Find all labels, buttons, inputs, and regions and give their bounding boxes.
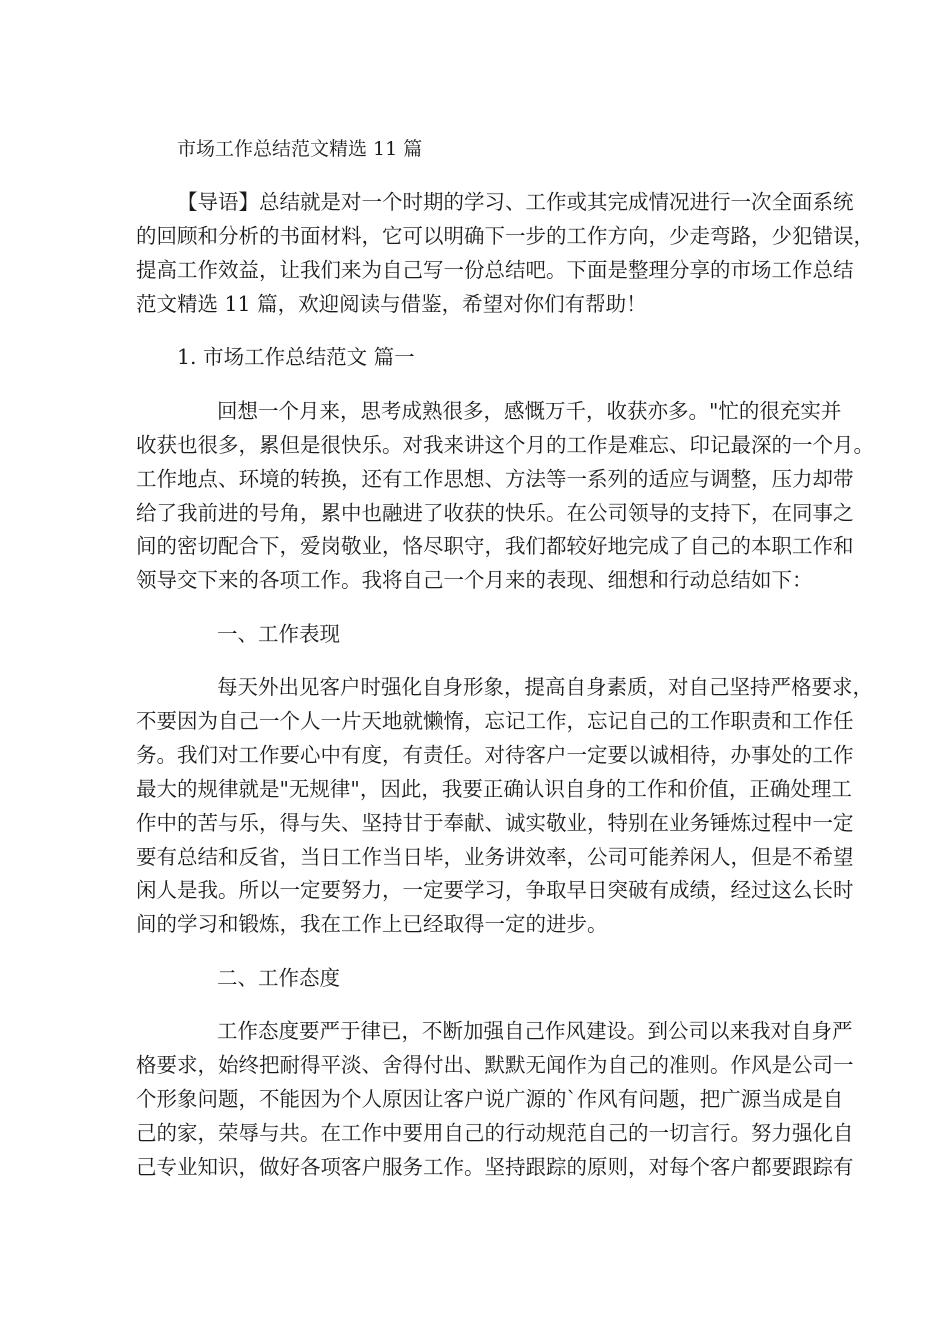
para-line: 个形象问题，不能因为个人原因让客户说广源的`作风有问题，把广源当成是自 bbox=[136, 1087, 844, 1111]
para-line: 闲人是我。所以一定要努力，一定要学习，争取早日突破有成绩，经过这么长时 bbox=[136, 878, 854, 902]
subsection-heading: 一、工作表现 bbox=[217, 622, 340, 646]
intro-line: 提高工作效益，让我们来为自己写一份总结吧。下面是整理分享的市场工作总结 bbox=[136, 258, 854, 282]
subsection-heading: 二、工作态度 bbox=[217, 966, 340, 990]
intro-line: 范文精选 11 篇，欢迎阅读与借鉴，希望对你们有帮助！ bbox=[136, 292, 647, 316]
para-line: 收获也很多，累但是很快乐。对我来讲这个月的工作是难忘、印记最深的一个月。 bbox=[136, 433, 874, 457]
para-line: 间的学习和锻炼，我在工作上已经取得一定的进步。 bbox=[136, 912, 608, 936]
intro-line: 【导语】总结就是对一个时期的学习、工作或其完成情况进行一次全面系统 bbox=[177, 190, 854, 214]
para-line: 工作地点、环境的转换，还有工作思想、方法等一系列的适应与调整，压力却带 bbox=[136, 467, 854, 491]
para-line: 己的家，荣辱与共。在工作中要用自己的行动规范自己的一切言行。努力强化自 bbox=[136, 1121, 854, 1145]
para-line: 工作态度要严于律已，不断加强自己作风建设。到公司以来我对自身严 bbox=[217, 1019, 853, 1043]
para-line: 给了我前进的号角，累中也融进了收获的快乐。在公司领导的支持下，在同事之 bbox=[136, 501, 854, 525]
para-line: 务。我们对工作要心中有度，有责任。对待客户一定要以诚相待，办事处的工作 bbox=[136, 743, 854, 767]
section-heading: 1. 市场工作总结范文 篇一 bbox=[177, 345, 415, 369]
para-line: 要有总结和反省，当日工作当日毕，业务讲效率，公司可能养闲人，但是不希望 bbox=[136, 845, 854, 869]
para-line: 不要因为自己一个人一片天地就懒惰，忘记工作，忘记自己的工作职责和工作任 bbox=[136, 709, 854, 733]
para-line: 回想一个月来，思考成熟很多，感慨万千，收获亦多。"忙的很充实并 bbox=[217, 399, 842, 423]
doc-title: 市场工作总结范文精选 11 篇 bbox=[177, 138, 423, 160]
para-line: 每天外出见客户时强化自身形象，提高自身素质，对自己坚持严格要求， bbox=[217, 675, 873, 699]
para-line: 领导交下来的各项工作。我将自己一个月来的表现、细想和行动总结如下： bbox=[136, 568, 813, 592]
para-line: 最大的规律就是"无规律"，因此，我要正确认识自身的工作和价值，正确处理工 bbox=[136, 777, 852, 801]
para-line: 间的密切配合下，爱岗敬业，恪尽职守，我们都较好地完成了自己的本职工作和 bbox=[136, 534, 854, 558]
intro-line: 的回顾和分析的书面材料，它可以明确下一步的工作方向，少走弯路，少犯错误， bbox=[136, 224, 874, 248]
para-line: 格要求，始终把耐得平淡、舍得付出、默默无闻作为自己的准则。作风是公司一 bbox=[136, 1053, 854, 1077]
para-line: 作中的苦与乐，得与失、坚持甘于奉献、诚实敬业，特别在业务锤炼过程中一定 bbox=[136, 811, 854, 835]
para-line: 己专业知识，做好各项客户服务工作。坚持跟踪的原则，对每个客户都要跟踪有 bbox=[136, 1155, 854, 1179]
